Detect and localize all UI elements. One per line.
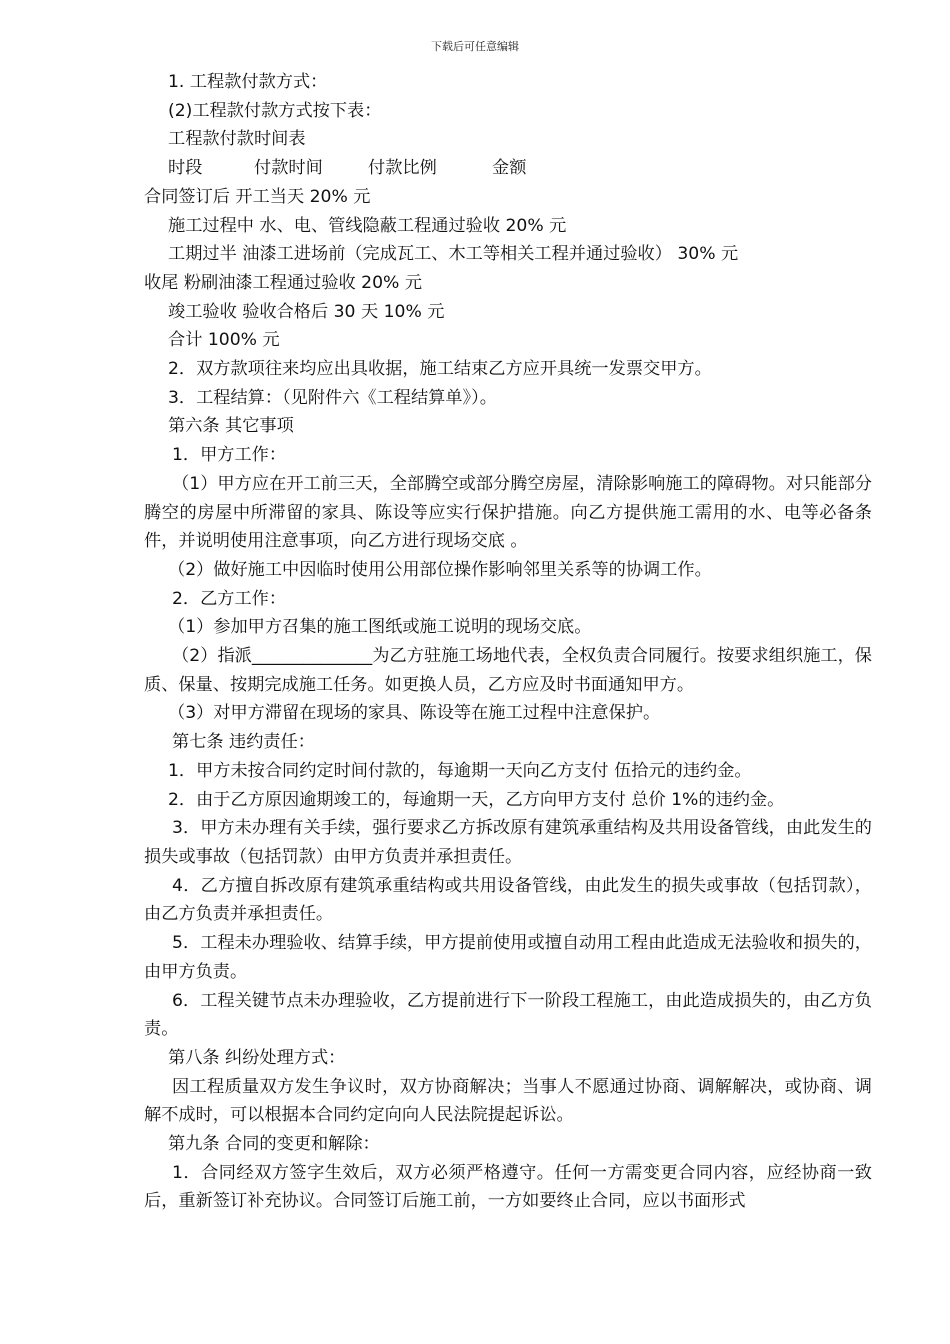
article-6-party-a-title: 1．甲方工作： [172, 445, 287, 466]
article-7-item-3: 3．甲方未办理有关手续，强行要求乙方拆改原有建筑承重结构及共用设备管线，由此发生的损失或事故（包括罚款）由甲方负责并承担责任。 [144, 818, 872, 867]
column-header: 时段 [168, 158, 203, 179]
payment-row: 合计 100% 元 [168, 330, 280, 351]
article-7-item-6: 6．工程关键节点未办理验收，乙方提前进行下一阶段工程施工，由此造成损失的，由乙方负责。 [144, 990, 872, 1040]
payment-table-title: 工程款付款时间表 [168, 129, 306, 150]
column-header: 付款时间 [254, 158, 323, 179]
article-6-party-b-duty-1: （1）参加甲方召集的施工图纸或施工说明的现场交底。 [168, 617, 592, 638]
page-header: 下载后可任意编辑 [431, 40, 519, 53]
article-6-party-a-duty-2: （2）做好施工中因临时使用公用部位操作影响邻里关系等的协调工作。 [168, 559, 712, 580]
document-body [144, 68, 872, 1216]
article-7-item-1: 1．甲方未按合同约定时间付款的，每逾期一天向乙方支付 伍拾元的违约金。 [168, 760, 752, 781]
clause-item-3: 3．工程结算：（见附件六《工程结算单》）。 [168, 387, 497, 408]
payment-row: 施工过程中 水、电、管线隐蔽工程通过验收 20% 元 [168, 215, 567, 236]
article-6-party-b-title: 2．乙方工作： [172, 588, 287, 609]
article-7-item-2: 2．由于乙方原因逾期竣工的，每逾期一天，乙方向甲方支付 总价 1%的违约金。 [168, 789, 785, 810]
article-8-text: 因工程质量双方发生争议时，双方协商解决；当事人不愿通过协商、调解解决，或协商、调解不成时，可以根据本合同约定向向人民法院提起诉讼。 [144, 1076, 872, 1126]
article-7-item-4: 4．乙方擅自拆改原有建筑承重结构或共用设备管线，由此发生的损失或事故（包括罚款），由乙方负责并承担责任。 [144, 875, 872, 925]
article-6-party-a-duty-1: （1）甲方应在开工前三天，全部腾空或部分腾空房屋，清除影响施工的障碍物。对只能部分腾空的房屋中所滞留的家具、陈设等应实行保护措施。向乙方提供施工需用的水、电等必备条件，并说明使用注意事项，向乙方进行现场交底 。 [144, 473, 872, 552]
payment-heading: 1. 工程款付款方式： [168, 72, 328, 92]
article-7-item-5: 5．工程未办理验收、结算手续，甲方提前使用或擅自动用工程由此造成无法验收和损失的，由甲方负责。 [144, 933, 872, 982]
article-6-title: 第六条 其它事项 [168, 416, 294, 437]
payment-row: 合同签订后 开工当天 20% 元 [144, 186, 371, 207]
payment-row: 工期过半 油漆工进场前（完成瓦工、木工等相关工程并通过验收） 30% 元 [168, 244, 739, 265]
article-7-title: 第七条 违约责任： [172, 732, 315, 753]
payment-subheading: (2)工程款付款方式按下表： [168, 100, 382, 121]
column-header: 金额 [492, 158, 527, 179]
clause-item-2: 2．双方款项往来均应出具收据，施工结束乙方应开具统一发票交甲方。 [168, 359, 712, 380]
article-8-title: 第八条 纠纷处理方式： [168, 1047, 346, 1068]
payment-row: 竣工验收 验收合格后 30 天 10% 元 [168, 301, 445, 322]
payment-row: 收尾 粉刷油漆工程通过验收 20% 元 [144, 272, 423, 293]
payment-table-header [144, 154, 872, 183]
article-9-item-1: 1．合同经双方签字生效后，双方必须严格遵守。任何一方需变更合同内容，应经协商一致后，重新签订补充协议。合同签订后施工前，一方如要终止合同，应以书面形式 [144, 1162, 872, 1212]
column-header: 付款比例 [368, 158, 437, 179]
article-6-party-b-duty-3: （3）对甲方滞留在现场的家具、陈设等在施工过程中注意保护。 [168, 703, 661, 724]
article-9-title: 第九条 合同的变更和解除： [168, 1134, 380, 1155]
article-6-party-b-duty-2: （2）指派______________为乙方驻施工场地代表，全权负责合同履行。按要求组织施工，保质、保量、按期完成施工任务。如更换人员，乙方应及时书面通知甲方。 [144, 646, 872, 695]
